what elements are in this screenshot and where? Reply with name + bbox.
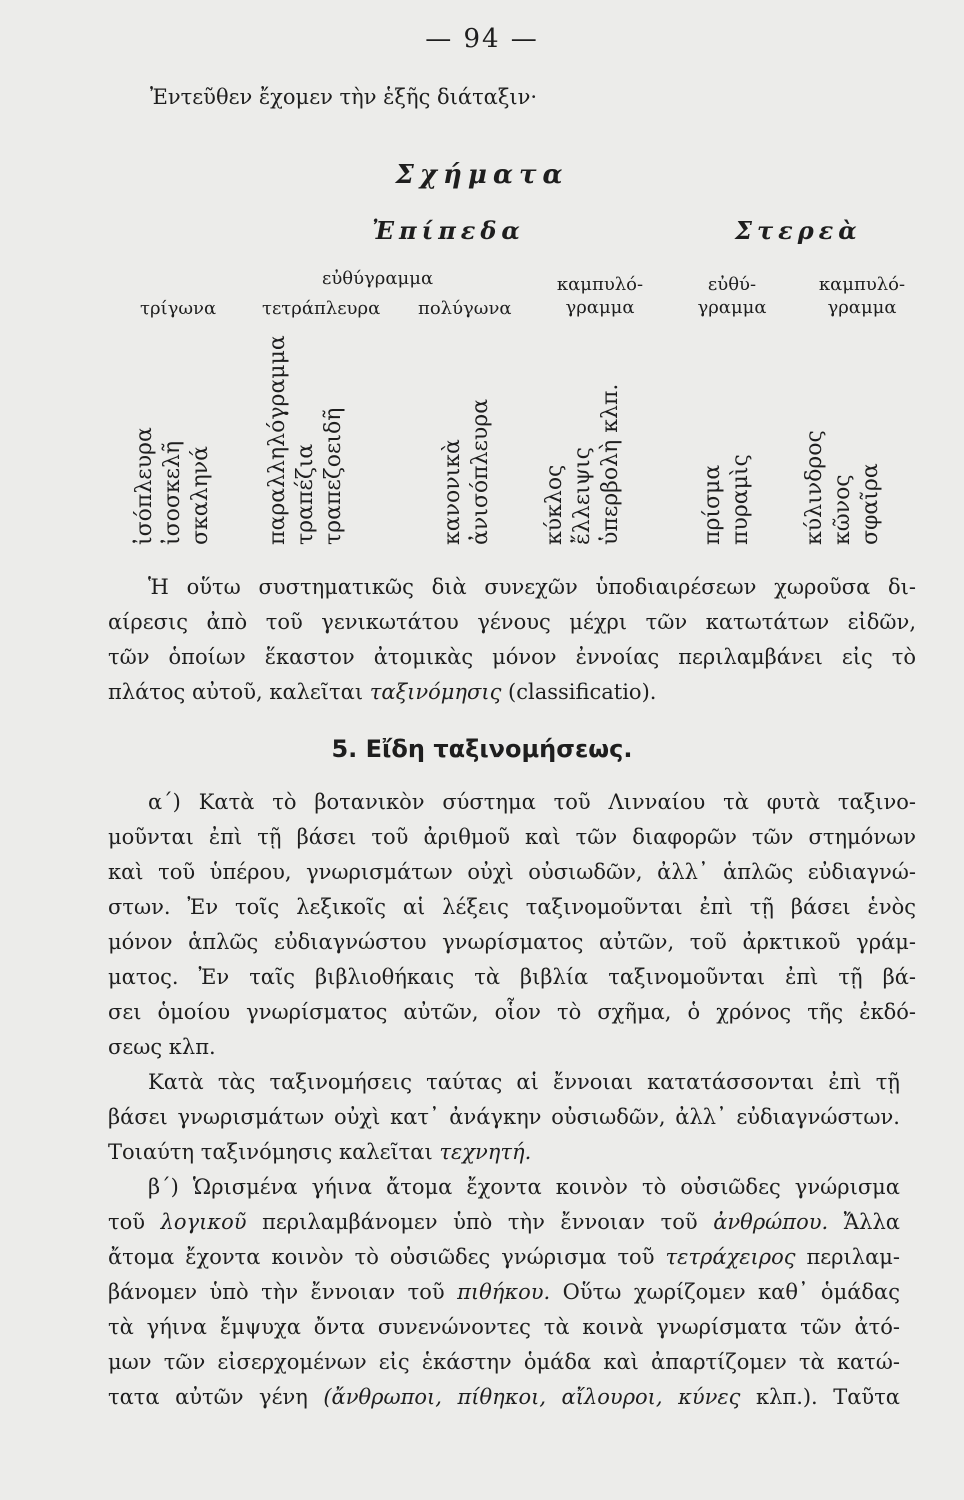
category-curvilinear-planar bbox=[552, 274, 648, 319]
category-line: γραμμα bbox=[565, 296, 635, 318]
category-line: καμπυλό- bbox=[818, 274, 906, 295]
leaf-label: τραπεζοειδῆ bbox=[321, 407, 346, 545]
term-taxinomisis: ταξινόμησις bbox=[369, 680, 502, 704]
text-segment: τοῦ bbox=[108, 1210, 146, 1234]
text-line: β΄) Ὡρισμένα γήινα ἄτομα ἔχοντα κοινὸν τὸ οὐσιῶδες γνώρισμα bbox=[148, 1175, 900, 1199]
text-line: ματος. Ἐν ταῖς βιβλιοθήκαις τὰ βιβλία ταξινομοῦνται ἐπὶ τῇ βά- bbox=[108, 965, 916, 989]
term-anthropou: ἀνθρώπου. bbox=[713, 1210, 829, 1234]
page-number: — 94 — bbox=[425, 24, 539, 54]
text-segment: Ἄλλα bbox=[843, 1210, 900, 1234]
text-line: σει ὁμοίου γνωρίσματος αὐτῶν, οἷον τὸ σχῆμα, ὁ χρόνος τῆς ἐκδό- bbox=[108, 1000, 916, 1024]
text-line: σεως κλπ. bbox=[108, 1035, 216, 1059]
text-line: Κατὰ τὰς ταξινομήσεις ταύτας αἱ ἔννοιαι κατατάσσονται ἐπὶ τῇ bbox=[148, 1070, 900, 1094]
leaf-label: τραπέζια bbox=[293, 443, 318, 545]
term-logikou: λογικοῦ bbox=[160, 1210, 247, 1234]
text-line bbox=[108, 1281, 900, 1304]
leaf-label: ὑπερβολὴ κλπ. bbox=[598, 383, 623, 545]
term-techniti: τεχνητή. bbox=[439, 1140, 532, 1164]
intro-line: Ἐντεῦθεν ἔχομεν τὴν ἑξῆς διάταξιν· bbox=[150, 85, 538, 109]
text-line: α΄) Κατὰ τὸ βοτανικὸν σύστημα τοῦ Λινναίου τὰ φυτὰ ταξινο- bbox=[148, 790, 916, 814]
text-segment: Τοιαύτη ταξινόμησις καλεῖται bbox=[108, 1140, 433, 1164]
category-line: καμπυλό- bbox=[556, 274, 644, 295]
category-line: γραμμα bbox=[827, 296, 897, 318]
text-line bbox=[108, 1211, 900, 1234]
text-segment: περιλαμ- bbox=[806, 1245, 900, 1269]
category-triangles: τρίγωνα bbox=[140, 298, 217, 319]
tree-planar-heading: Ἐπίπεδα bbox=[372, 216, 525, 245]
tree-root-heading: Σχήματα bbox=[395, 160, 569, 190]
category-line: εὐθύ- bbox=[707, 274, 757, 295]
text-line: αίρεσις ἀπὸ τοῦ γενικωτάτου γένους μέχρι τῶν κατωτάτων εἰδῶν, bbox=[108, 610, 916, 634]
category-line: γραμμα bbox=[697, 296, 767, 318]
text-segment: περιλαμβάνομεν ὑπὸ τὴν ἔννοιαν τοῦ bbox=[262, 1210, 698, 1234]
text-line: μοῦνται ἐπὶ τῇ βάσει τοῦ ἀριθμοῦ καὶ τῶν διαφορῶν τῶν στημόνων bbox=[108, 825, 916, 849]
text-line: μόνον ἁπλῶς εὐδιαγνώστου γνωρίσματος αὐτῶν, τοῦ ἀρκτικοῦ γράμ- bbox=[108, 930, 916, 954]
text-line: Ἡ οὕτω συστηματικῶς διὰ συνεχῶν ὑποδιαιρέσεων χωροῦσα δι- bbox=[148, 575, 916, 599]
leaf-label: πυραμὶς bbox=[728, 454, 753, 545]
text-segment: κλπ.). Ταῦτα bbox=[755, 1385, 900, 1409]
leaf-label: ἀνισόπλευρα bbox=[468, 398, 493, 545]
category-quadrilaterals: τετράπλευρα bbox=[262, 298, 381, 319]
leaf-label: κῶνος bbox=[830, 474, 855, 545]
leaf-label: κύλινδρος bbox=[802, 430, 827, 545]
category-curvilinear-solid bbox=[812, 274, 912, 319]
text-segment: βάνομεν ὑπὸ τὴν ἔννοιαν τοῦ bbox=[108, 1280, 445, 1304]
leaf-label: παραλληλόγραμμα bbox=[265, 335, 290, 545]
leaf-label: κανονικὰ bbox=[440, 439, 465, 545]
text-line bbox=[108, 1141, 898, 1164]
leaf-label: ἰσόπλευρα bbox=[132, 427, 157, 545]
text-line bbox=[108, 681, 898, 704]
text-line: τῶν ὁποίων ἕκαστον ἀτομικὰς μόνον ἐννοίας περιλαμβάνει εἰς τὸ bbox=[108, 645, 916, 669]
leaf-label: πρίσμα bbox=[700, 464, 725, 545]
text-segment: ἄτομα ἔχοντα κοινὸν τὸ οὐσιῶδες γνώρισμα τοῦ bbox=[108, 1245, 655, 1269]
text-segment: Οὕτω χωρίζομεν καθ᾽ ὁμάδας bbox=[562, 1280, 900, 1304]
leaf-label: σφαῖρα bbox=[858, 463, 883, 545]
text-segment: πλάτος αὐτοῦ, καλεῖται bbox=[108, 680, 364, 704]
tree-solid-heading: Στερεὰ bbox=[735, 216, 862, 245]
text-line: στων. Ἐν τοῖς λεξικοῖς αἱ λέξεις ταξινομοῦνται ἐπὶ τῇ βάσει ἑνὸς bbox=[108, 895, 916, 919]
leaf-label: σκαληνά bbox=[188, 446, 213, 545]
leaf-label: ἰσοσκελῆ bbox=[160, 440, 185, 545]
text-line: τὰ γήινα ἔμψυχα ὄντα συνενώνοντες τὰ κοινὰ γνωρίσματα τῶν ἀτό- bbox=[108, 1315, 900, 1339]
category-rectilinear: εὐθύγραμμα bbox=[322, 268, 434, 289]
examples-list: (ἄνθρωποι, πίθηκοι, αἴλουροι, κύνες bbox=[323, 1385, 741, 1409]
leaf-label: ἔλλειψις bbox=[570, 447, 595, 545]
text-line: βάσει γνωρισμάτων οὐχὶ κατ᾽ ἀνάγκην οὐσιωδῶν, ἀλλ᾽ εὐδιαγνώστων. bbox=[108, 1105, 900, 1129]
text-line bbox=[108, 1386, 900, 1409]
text-line bbox=[108, 1246, 900, 1269]
section-heading: 5. Εἴδη ταξινομήσεως. bbox=[331, 735, 633, 763]
text-line: μων τῶν εἰσερχομένων εἰς ἑκάστην ὁμάδα καὶ ἀπαρτίζομεν τὰ κατώ- bbox=[108, 1350, 900, 1374]
text-segment: τατα αὐτῶν γένη bbox=[108, 1385, 308, 1409]
leaf-label: κύκλος bbox=[542, 464, 567, 545]
category-rectilinear-solid bbox=[690, 274, 774, 319]
term-tetracheiros: τετράχειρος bbox=[665, 1245, 796, 1269]
latin-term: (classificatio). bbox=[508, 680, 657, 704]
text-line: καὶ τοῦ ὑπέρου, γνωρισμάτων οὐχὶ οὐσιωδῶν, ἀλλ᾽ ἁπλῶς εὐδιαγνώ- bbox=[108, 860, 916, 884]
category-polygons: πολύγωνα bbox=[418, 298, 512, 319]
term-pithikou: πιθήκου. bbox=[457, 1280, 551, 1304]
